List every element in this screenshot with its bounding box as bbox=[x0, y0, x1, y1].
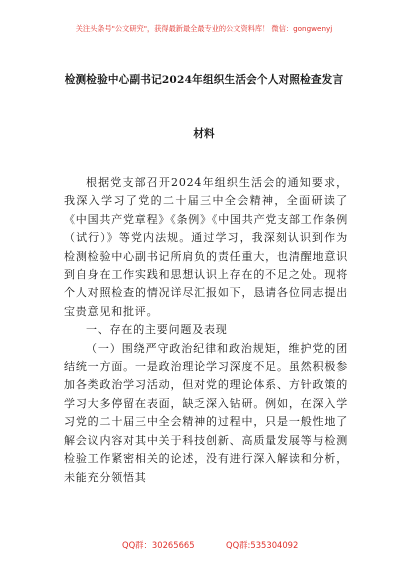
qq-group-left: QQ群：30265665 bbox=[122, 540, 195, 550]
document-body bbox=[64, 174, 348, 487]
section-heading: 一、存在的主要问题及表现 bbox=[86, 323, 228, 337]
body-paragraph: （一）围绕严守政治纪律和政治规矩，维护党的团结统一方面。一是政治理论学习深度不足。虽然积极参加各类政治学习活动，但对党的理论体系、方针政策的学习大多停留在表面，缺乏深入钻研。例如，在深入学习党的二十届三中全会精神的过程中，只是一般性地了解会议内容对其中关于科技创新、高质量发展等与检测检验工作紧密相关的论述，没有进行深入解读和分析，未能充分领悟其 bbox=[64, 341, 348, 484]
qq-group-right: QQ群:535304092 bbox=[226, 540, 299, 550]
document-subtitle: 材料 bbox=[193, 128, 215, 140]
document-title: 检测检验中心副书记2024年组织生活会个人对照检查发言 bbox=[64, 74, 344, 86]
promo-banner: 关注头条号"公文研究"，获得最新最全最专业的公文资料库！ 微信：gongwenyj bbox=[75, 24, 333, 33]
intro-paragraph: 根据党支部召开2024年组织生活会的通知要求，我深入学习了党的二十届三中全会精神，全面研读了《中国共产党章程》《条例》《中国共产党支部工作条例（试行）》等党内法规。通过学习，我深刻认识到作为检测检验中心副书记所肩负的责任重大，也清醒地意识到自身在工作实践和思想认识上存在的不足之处。现将个人对照检查的情况详尽汇报如下，恳请各位同志提出宝贵意见和批评。 bbox=[64, 176, 348, 318]
